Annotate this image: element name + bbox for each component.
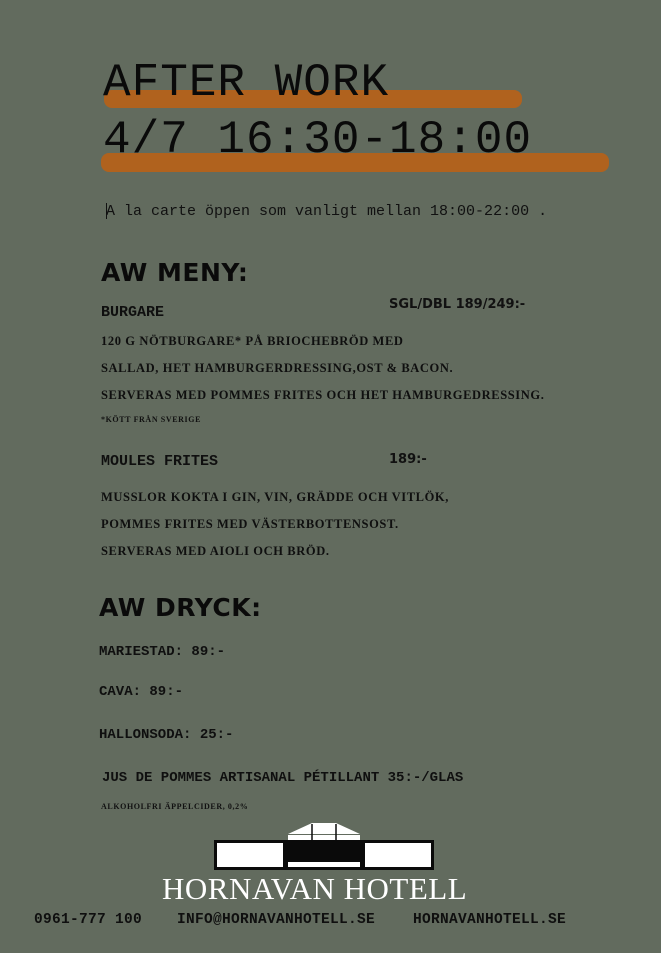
title-line-2: 4/7 16:30-18:00 <box>103 114 533 166</box>
burger-desc-line-2: SALLAD, HET HAMBURGERDRESSING,OST & BACON. <box>101 361 454 375</box>
drinks-heading: AW DRYCK: <box>99 593 262 622</box>
drink-cava: CAVA: 89:- <box>99 684 184 700</box>
burger-footnote: *KÖTT FRÅN SVERIGE <box>101 415 202 424</box>
moules-desc-line-1: MUSSLOR KOKTA I GIN, VIN, GRÄDDE OCH VITLÖK, <box>101 490 449 504</box>
menu-item-moules-name: MOULES FRITES <box>101 453 219 470</box>
footer-phone: 0961-777 100 <box>34 912 143 928</box>
menu-item-burger-name: BURGARE <box>101 304 165 321</box>
menu-item-burger-price: SGL/DBL 189/249:- <box>389 297 526 312</box>
drink-hallonsoda: HALLONSODA: 25:- <box>99 727 234 743</box>
title-line-1: AFTER WORK <box>103 57 390 109</box>
burger-desc-line-3: SERVERAS MED POMMES FRITES OCH HET HAMBURGEDRESSING. <box>101 388 545 402</box>
burger-desc-line-1: 120 G NÖTBURGARE* PÅ BRIOCHEBRÖD MED <box>101 334 404 348</box>
hotel-logo-icon <box>212 820 436 872</box>
menu-item-moules-price: 189:- <box>389 452 427 467</box>
moules-desc-line-3: SERVERAS MED AIOLI OCH BRÖD. <box>101 544 330 558</box>
drinks-footnote: ALKOHOLFRI ÄPPELCIDER, 0,2% <box>101 802 249 811</box>
footer-website-link[interactable]: HORNAVANHOTELL.SE <box>413 912 567 928</box>
moules-desc-line-2: POMMES FRITES MED VÄSTERBOTTENSOST. <box>101 517 399 531</box>
footer-email-link[interactable]: INFO@HORNAVANHOTELL.SE <box>177 912 376 928</box>
hotel-name: HORNAVAN HOTELL <box>162 871 468 906</box>
drink-mariestad: MARIESTAD: 89:- <box>99 644 226 660</box>
drink-jus-de-pommes: JUS DE POMMES ARTISANAL PÉTILLANT 35:-/GLAS <box>102 770 464 786</box>
a-la-carte-note: A la carte öppen som vanligt mellan 18:00-22:00 . <box>106 203 548 220</box>
menu-heading: AW MENY: <box>101 258 249 287</box>
